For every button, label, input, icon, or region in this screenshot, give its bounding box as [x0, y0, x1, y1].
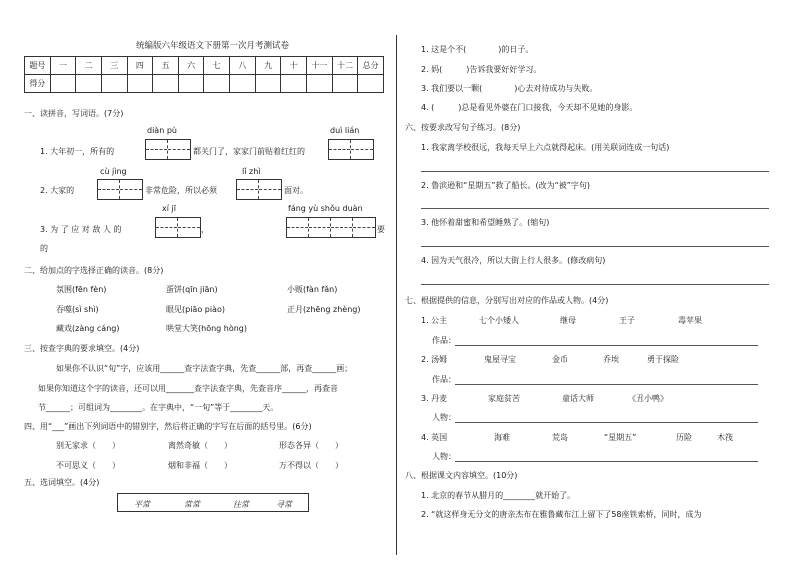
dictionary-paragraph-line-2: 如果你知道这个字的读音，还可以用_______查字法查字典，先查音序______，再查音: [38, 384, 338, 393]
info-cue: 《丑小鸭》: [628, 394, 668, 403]
score-table-score-cell[interactable]: [255, 75, 281, 93]
typo-item: 离然奇敏（ ）: [168, 441, 232, 450]
info-cue: “星期五”: [604, 433, 637, 442]
word-option: 寻常: [276, 500, 292, 509]
reading-choice-item: 正月(zhēng zhèng): [287, 305, 361, 314]
pinyin-cujing: cù jìng: [100, 167, 127, 176]
word-option: 平常: [134, 500, 150, 509]
score-table-header-cell: 总分: [358, 57, 384, 75]
answer-grid-lizhi[interactable]: [236, 179, 282, 200]
typo-item: 形态各异（ ）: [279, 441, 343, 450]
info-cue: 木筏: [717, 433, 733, 442]
score-table-label: 得分: [25, 75, 51, 93]
info-cue: 继母: [560, 316, 576, 325]
score-table-score-cell[interactable]: [127, 75, 153, 93]
section-5-heading: 五、选词填空。(4分): [24, 478, 100, 487]
word-option: 常常: [184, 500, 200, 509]
column-divider: [396, 35, 397, 555]
pinyin-xiji: xí jī: [162, 204, 176, 213]
answer-grid-fangyushouduan[interactable]: [286, 217, 376, 238]
reading-choice-item: 氛围(fēn fèn): [56, 285, 107, 294]
answer-grid-dianpu[interactable]: [145, 139, 191, 160]
fill-question-3: 3. 我们要以一颗( )心去对待成功与失败。: [421, 84, 598, 93]
rewrite-item: 2. 鲁滨逊和“星期五”救了船长。(改为“被”字句): [421, 181, 590, 190]
score-table-score-cell[interactable]: [50, 75, 76, 93]
section-1-heading: 一、读拼音，写词语。(7分): [24, 109, 124, 118]
reading-choice-item: 小贩(fàn fǎn): [287, 285, 338, 294]
answer-grid-duilian[interactable]: [328, 139, 374, 160]
info-cue: 家庭贫苦: [488, 394, 520, 403]
rewrite-item: 1. 我家离学校很远，我每天早上六点就得起床。(用关联词连成一句话): [421, 143, 670, 152]
score-table-header-row: [25, 57, 384, 75]
question-1-3-text-a: 3. 为 了 应 对 敌 人 的: [40, 225, 122, 234]
answer-line[interactable]: [421, 208, 769, 209]
score-table-score-row: [25, 75, 384, 93]
answer-line[interactable]: [455, 422, 758, 423]
typo-item: 别无家求（ ）: [56, 441, 120, 450]
info-cue: 乔埃: [603, 355, 619, 364]
score-table-header-cell: 二: [76, 57, 102, 75]
score-table-header-cell: 六: [178, 57, 204, 75]
info-cue: 1. 公主: [421, 316, 448, 325]
info-cue: 王子: [619, 316, 635, 325]
reading-choice-item: 藏戏(zàng cáng): [56, 324, 120, 333]
answer-grid-xiji[interactable]: [155, 217, 201, 238]
recall-question-2: 2. “就这样身无分文的唐亲杰布在雅鲁藏布江上留下了58座铁索桥，同时，成为: [421, 510, 702, 519]
rewrite-item: 4. 因为天气很冷，所以大街上行人很多。(修改病句): [421, 256, 606, 265]
question-1-1-text-a: 1. 大年初一，所有的: [40, 147, 115, 156]
question-1-2-text-b: 非常危险，所以必须: [145, 186, 217, 195]
score-table-label: 题号: [25, 57, 51, 75]
answer-line[interactable]: [421, 246, 769, 247]
section-6-heading: 六、按要求改写句子练习。(8分): [405, 123, 521, 132]
score-table-score-cell[interactable]: [307, 75, 333, 93]
pinyin-duilian: duì lián: [330, 126, 360, 135]
score-table-score-cell[interactable]: [76, 75, 102, 93]
section-2-heading: 二、给加点的字选择正确的读音。(8分): [24, 266, 164, 275]
question-1-3-text-b: ，: [201, 225, 209, 234]
question-1-1-text-b: 都关门了，家家门前贴着红红的: [193, 147, 305, 156]
answer-line[interactable]: [455, 345, 758, 346]
info-cue: 海难: [494, 433, 510, 442]
info-cue: 金币: [552, 355, 568, 364]
dictionary-paragraph-line-1: 如果你不认识“旬”字，应该用______查字法查字典，先查______部，再查______画；: [56, 364, 353, 373]
score-table-header-cell: 五: [153, 57, 179, 75]
answer-line[interactable]: [455, 461, 758, 462]
typo-item: 烟和非福（ ）: [168, 461, 232, 470]
question-1-3-text-d: 的: [40, 244, 48, 253]
fill-question-2: 2. 妈( )告诉我要好好学习。: [421, 65, 542, 74]
score-table-score-cell[interactable]: [332, 75, 358, 93]
score-table-score-cell[interactable]: [281, 75, 307, 93]
typo-item: 万不得以（ ）: [279, 461, 343, 470]
info-cue: 七个小矮人: [479, 316, 519, 325]
recall-question-1: 1. 北京的春节从腊月的________就开始了。: [421, 491, 576, 500]
score-table-header-cell: 一: [50, 57, 76, 75]
word-choice-box: [117, 493, 309, 512]
score-table-score-cell[interactable]: [204, 75, 230, 93]
score-table-header-cell: 十一: [307, 57, 333, 75]
person-label: 人物：: [432, 452, 456, 461]
question-1-3-text-c: 要: [377, 225, 385, 234]
score-table-score-cell[interactable]: [358, 75, 384, 93]
pinyin-fangyushouduan: fáng yù shǒu duàn: [288, 204, 363, 213]
score-table-header-cell: 九: [255, 57, 281, 75]
info-cue: 毒苹果: [678, 316, 702, 325]
pinyin-dianpu: diàn pù: [147, 126, 177, 135]
answer-line[interactable]: [421, 171, 769, 172]
reading-choice-item: 蛋饼(qīn jiān): [166, 285, 218, 294]
question-1-2-text-c: 面对。: [284, 186, 308, 195]
score-table-score-cell[interactable]: [230, 75, 256, 93]
rewrite-item: 3. 他怀着甜蜜和希望睡熟了。(缩句): [421, 218, 550, 227]
info-cue: 历险: [676, 433, 692, 442]
score-table-score-cell[interactable]: [101, 75, 127, 93]
word-option: 往常: [233, 500, 249, 509]
info-cue: 4. 英国: [421, 433, 448, 442]
works-label: 作品：: [432, 336, 456, 345]
reading-choice-item: 吞噬(sì shì): [56, 305, 99, 314]
page-title: 统编版六年级语文下册第一次月考测试卷: [136, 41, 290, 51]
person-label: 人物：: [432, 413, 456, 422]
fill-question-4: 4. ( )总是看见外婆在门口接我，今天却不见她的身影。: [421, 103, 638, 112]
score-table-header-cell: 十: [281, 57, 307, 75]
pinyin-lizhi: lǐ zhì: [242, 167, 261, 176]
answer-line[interactable]: [455, 384, 758, 385]
answer-line[interactable]: [421, 284, 769, 285]
score-table-header-cell: 七: [204, 57, 230, 75]
section-8-heading: 八、根据课文内容填空。(10分): [405, 471, 518, 480]
score-table: [24, 56, 384, 93]
info-cue: 2. 汤姆: [421, 355, 448, 364]
question-1-2-text-a: 2. 大家的: [40, 186, 75, 195]
section-7-heading: 七、根据提供的信息，分别写出对应的作品或人物。(4分): [405, 296, 609, 305]
info-cue: 童话大师: [562, 394, 594, 403]
fill-question-1: 1. 这是个不( )的日子。: [421, 45, 534, 54]
score-table-header-cell: 十二: [332, 57, 358, 75]
score-table-score-cell[interactable]: [178, 75, 204, 93]
works-label: 作品：: [432, 375, 456, 384]
info-cue: 3. 丹麦: [421, 394, 448, 403]
section-4-heading: 四、用“___”画出下列词语中的错别字，然后将正确的字写在后面的括号里。(6分): [24, 422, 312, 431]
typo-item: 不可思义（ ）: [56, 461, 120, 470]
score-table-header-cell: 四: [127, 57, 153, 75]
score-table-header-cell: 八: [230, 57, 256, 75]
info-cue: 荒岛: [552, 433, 568, 442]
info-cue: 鬼屋寻宝: [484, 355, 516, 364]
info-cue: 勇于探险: [647, 355, 679, 364]
reading-choice-item: 哄堂大笑(hōng hòng): [166, 324, 248, 333]
score-table-header-cell: 三: [101, 57, 127, 75]
answer-grid-cujing[interactable]: [97, 179, 143, 200]
score-table-score-cell[interactable]: [153, 75, 179, 93]
section-3-heading: 三、按查字典的要求填空。(4分): [24, 344, 140, 353]
dictionary-paragraph-line-3: 节______；可组词为________。在字典中，“一旬”等于________天。: [38, 403, 279, 412]
reading-choice-item: 眼见(piāo piào): [166, 305, 225, 314]
